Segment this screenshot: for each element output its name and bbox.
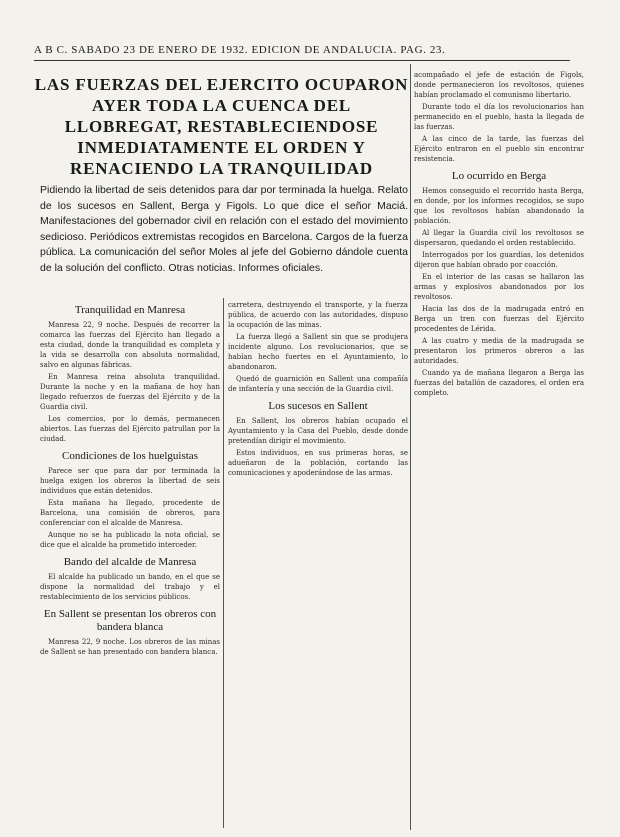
column-3 [414, 70, 584, 830]
paragraph: Interrogados por los guardias, los detenidos dijeron que habían obrado por coacción. [414, 251, 584, 269]
main-headline: LAS FUERZAS DEL EJERCITO OCUPARON AYER TODA LA CUENCA DEL LLOBREGAT, RESTABLECIENDOSE INMEDIATAMENTE EL ORDEN Y RENACIENDO LA TRANQUILIDAD [34, 75, 409, 178]
section-title: En Sallent se presentan los obreros con bandera blanca [43, 608, 217, 633]
section-title: Los sucesos en Sallent [268, 400, 368, 412]
section-title: Tranquilidad en Manresa [74, 304, 186, 316]
section-title: Condiciones de los huelguistas [62, 450, 198, 462]
paragraph: El alcalde ha publicado un bando, en el que se dispone la normalidad del trabajo y el restablecimiento de los servicios públicos. [40, 573, 220, 601]
column-divider [410, 64, 411, 830]
deck-summary: Pidiendo la libertad de seis detenidos para dar por terminada la huelga. Relato de los sucesos en Sallent, Berga y Figols. Lo que dice el señor Maciá. Manifestaciones del gobernador civil en relación con el estado del movimiento sedicioso. Periódicos extremistas recogidos en Barcelona. Cargos de la fuerza pública. La comunicación del señor Moles al jefe del Gobierno dándole cuenta de la solución del conflicto. Otras noticias. Informes oficiales. [40, 184, 408, 274]
section-title: Bando del alcalde de Manresa [63, 556, 197, 568]
paragraph: Hemos conseguido el recorrido hasta Berga, en donde, por los informes recogidos, se supo que los revoltosos habían abandonado la población. [414, 187, 584, 225]
paragraph: La fuerza llegó a Sallent sin que se produjera incidente alguno. Los revolucionarios, que se habían hecho fuertes en el Ayuntamiento, lo abandonaron. [228, 333, 408, 371]
section-title: Lo ocurrido en Berga [451, 170, 547, 182]
paragraph: Manresa 22, 9 noche. Los obreros de las minas de Sallent se han presentado con bandera blanca. [40, 638, 220, 656]
paragraph: A las cuatro y media de la madrugada se presentaron los primeros obreros a las autoridades. [414, 337, 584, 365]
paragraph: Aunque no se ha publicado la nota oficial, se dice que el alcalde ha prometido interceder. [40, 531, 220, 549]
paragraph: Los comercios, por lo demás, permanecen abiertos. Las fuerzas del Ejército patrullan por la ciudad. [40, 415, 220, 443]
paragraph: carretera, destruyendo el transporte, y la fuerza pública, de acuerdo con las autoridades, dispuso la ocupación de las minas. [228, 301, 408, 329]
paragraph: En Sallent, los obreros habían ocupado el Ayuntamiento y la Casa del Pueblo, desde donde pretendían dirigir el movimiento. [228, 417, 408, 445]
paragraph: Durante todo el día los revolucionarios han permanecido en el pueblo, hasta la llegada de las fuerzas. [414, 103, 584, 131]
paragraph: Cuando ya de mañana llegaron a Berga las fuerzas del batallón de cazadores, el orden era completo. [414, 369, 584, 397]
paragraph: Estos individuos, en sus primeras horas, se adueñaron de la población, cortando las comunicaciones y apoderándose de las armas. [228, 449, 408, 477]
paragraph: Quedó de guarnición en Sallent una compañía de infantería y una sección de la Guardia civil. [228, 375, 408, 393]
running-head: A B C. SABADO 23 DE ENERO DE 1932. EDICION DE ANDALUCIA. PAG. 23. [34, 44, 446, 56]
paragraph: En el interior de las casas se hallaron las armas y explosivos abandonados por los revoltosos. [414, 273, 584, 301]
paragraph: Esta mañana ha llegado, procedente de Barcelona, una comisión de obreros, para conferenciar con el alcalde de Manresa. [40, 499, 220, 527]
column-1 [40, 300, 220, 830]
header-rule [34, 60, 570, 61]
paragraph: Parece ser que para dar por terminada la huelga exigen los obreros la libertad de seis individuos que están detenidos. [40, 467, 220, 495]
paragraph: Hacia las dos de la madrugada entró en Berga un tren con fuerzas del Ejército procedentes de Lérida. [414, 305, 584, 333]
paragraph: En Manresa reina absoluta tranquilidad. Durante la noche y en la mañana de hoy han llegado refuerzos de fuerzas del Ejército y de la Guardia civil. [40, 373, 220, 411]
paragraph: A las cinco de la tarde, las fuerzas del Ejército entraron en el pueblo sin encontrar resistencia. [414, 135, 584, 163]
column-2 [228, 300, 408, 830]
paragraph: acompañado el jefe de estación de Figols, donde permanecieron los revoltosos, quienes habían proclamado el comunismo libertario. [414, 71, 584, 99]
column-divider [223, 298, 224, 828]
paragraph: Al llegar la Guardia civil los revoltosos se dispersaron, quedando el orden restablecido. [414, 229, 584, 247]
paragraph: Manresa 22, 9 noche. Después de recorrer la comarca las fuerzas del Ejército han llegado a esta ciudad, donde la tranquilidad es completa y la vida se desarrolla con absoluta normalidad, salvo en algunas fábricas. [40, 321, 220, 369]
